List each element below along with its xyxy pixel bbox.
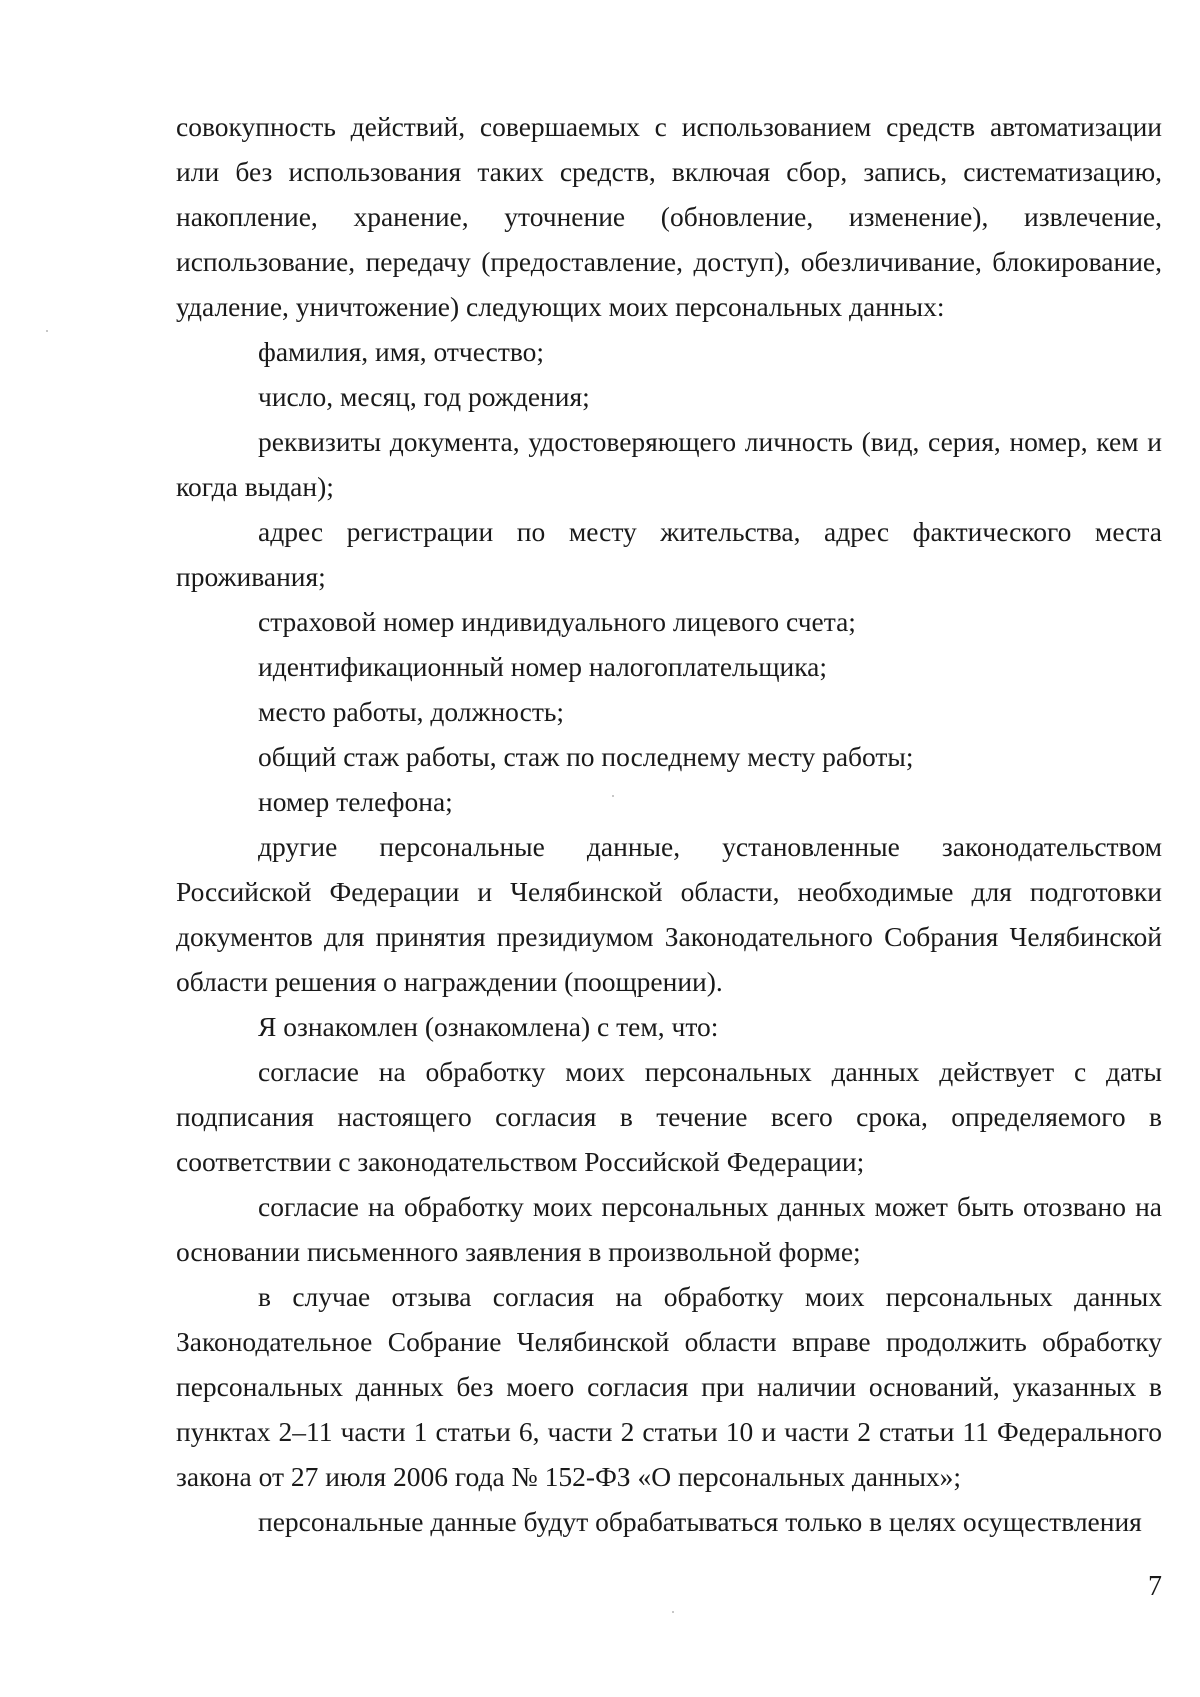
list-item-insurance-number: страховой номер индивидуального лицевого счета;: [258, 606, 856, 637]
list-item-full-name: фамилия, имя, отчество;: [258, 336, 545, 367]
page-number: 7: [1148, 1571, 1162, 1602]
clause-consent-revocation: согласие на обработку моих персональных данных может быть отозвано на основании письменного заявления в произвольной форме;: [176, 1191, 1162, 1267]
list-item-work-experience: общий стаж работы, стаж по последнему месту работы;: [258, 741, 914, 772]
paragraph-processing-actions: совокупность действий, совершаемых с использованием средств автоматизации или без использования таких средств, включая сбор, запись, систематизацию, накопление, хранение, уточнение (обновление, изменение), извлечение, использование, передачу (предоставление, доступ), обезличивание, блокирование, удаление, уничтожение) следующих моих персональных данных:: [176, 111, 1162, 322]
list-item-birth-date: число, месяц, год рождения;: [258, 381, 590, 412]
paragraph-acknowledgement: Я ознакомлен (ознакомлена) с тем, что:: [258, 1011, 719, 1042]
clause-consent-validity: согласие на обработку моих персональных данных действует с даты подписания настоящего согласия в течение всего срока, определяемого в соответствии с законодательством Российской Федерации;: [176, 1056, 1162, 1177]
list-item-address: адрес регистрации по месту жительства, адрес фактического места проживания;: [176, 516, 1162, 592]
list-item-phone: номер телефона;: [258, 786, 453, 817]
clause-processing-after-revocation: в случае отзыва согласия на обработку моих персональных данных Законодательное Собрание Челябинской области вправе продолжить обработку персональных данных без моего согласия при наличии оснований, указанных в пунктах 2–11 части 1 статьи 6, части 2 статьи 10 и части 2 статьи 11 Федерального закона от 27 июля 2006 года № 152-ФЗ «О персональных данных»;: [176, 1281, 1162, 1492]
list-item-taxpayer-number: идентификационный номер налогоплательщика;: [258, 651, 828, 682]
list-item-other-data: другие персональные данные, установленные законодательством Российской Федерации и Челябинской области, необходимые для подготовки документов для принятия президиумом Законодательного Собрания Челябинской области решения о награждении (поощрении).: [176, 831, 1162, 997]
document-body: [176, 104, 1162, 1544]
scan-speck: [672, 1611, 674, 1613]
clause-processing-purpose: персональные данные будут обрабатываться только в целях осуществления: [258, 1506, 1142, 1537]
list-item-identity-document: реквизиты документа, удостоверяющего личность (вид, серия, номер, кем и когда выдан);: [176, 426, 1162, 502]
scan-speck: [46, 330, 48, 332]
list-item-workplace: место работы, должность;: [258, 696, 565, 727]
scan-speck: [612, 795, 614, 797]
